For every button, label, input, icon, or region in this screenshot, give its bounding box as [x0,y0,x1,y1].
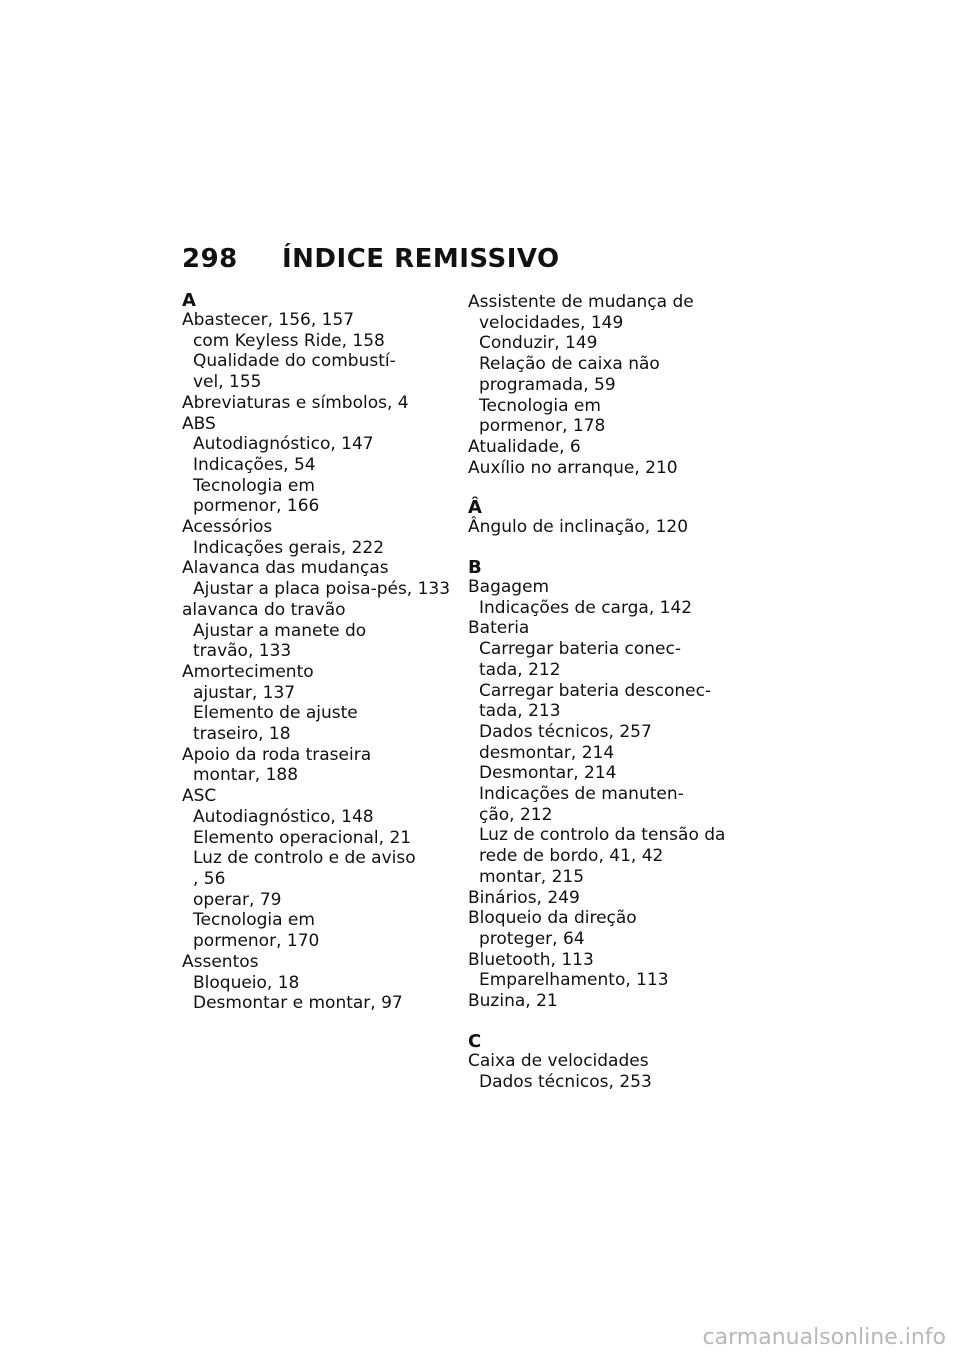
index-subentry: Ajustar a placa poisa-pés, 133 [193,579,451,600]
index-subentry: montar, 215 [479,866,585,887]
index-subentry: Desmontar, 214 [479,763,617,784]
index-subentry: Dados técnicos, 253 [479,1071,652,1092]
index-entry-continuation: vel, 155 [193,372,262,393]
index-entry-continuation: tada, 213 [479,701,561,722]
index-entry-continuation: travão, 133 [193,641,292,662]
index-subentry: ajustar, 137 [193,682,296,703]
index-subentry: operar, 79 [193,889,282,910]
index-entry: Ângulo de inclinação, 120 [468,517,689,538]
index-entry: ASC [182,786,217,807]
index-entry: Assistente de mudança de [468,292,694,312]
index-subentry: Indicações, 54 [193,454,316,475]
index-entry: Buzina, 21 [468,991,558,1012]
index-entry: Auxílio no arranque, 210 [468,457,678,478]
index-letter-heading: C [468,1030,482,1052]
index-letter-heading: B [468,557,482,579]
index-entry: Bloqueio da direção [468,908,637,929]
index-entry: Abastecer, 156, 157 [182,310,355,330]
index-subentry: Autodiagnóstico, 147 [193,434,374,455]
index-subentry: desmontar, 214 [479,742,615,763]
index-letter-heading: A [182,290,196,311]
index-entry-continuation: traseiro, 18 [193,724,291,745]
index-entry: Alavanca das mudanças [182,558,389,579]
index-subentry: Luz de controlo e de aviso [193,848,416,869]
index-subentry: Emparelhamento, 113 [479,970,669,991]
page-number: 298 [182,244,238,274]
index-entry: Bluetooth, 113 [468,949,594,970]
index-entry: Caixa de velocidades [468,1050,649,1071]
index-subentry: montar, 188 [193,765,299,786]
index-subentry: Tecnologia em [193,475,315,496]
index-entry: Abreviaturas e símbolos, 4 [182,392,409,413]
index-subentry: Carregar bateria desconec- [479,680,712,701]
index-subentry: Carregar bateria conec- [479,639,681,660]
index-subentry: Desmontar e montar, 97 [193,993,403,1014]
index-entry-continuation: pormenor, 170 [193,931,320,952]
index-subentry: Dados técnicos, 257 [479,721,652,742]
index-subentry: Elemento de ajuste [193,703,358,724]
index-entry: Bagagem [468,577,550,598]
index-subentry: Autodiagnóstico, 148 [193,806,374,827]
index-subentry: Relação de caixa não [479,354,660,375]
index-subentry: proteger, 64 [479,928,585,949]
index-subentry: Tecnologia em [193,910,315,931]
index-subentry: Luz de controlo da tensão da [479,825,726,846]
index-entry-continuation: velocidades, 149 [479,312,624,333]
watermark: carmanualsonline.info [702,1325,946,1350]
index-entry: Atualidade, 6 [468,436,581,457]
index-entry: alavanca do travão [182,599,346,620]
index-entry: ABS [182,413,216,434]
index-entry-continuation: pormenor, 166 [193,496,320,517]
page-title: ÍNDICE REMISSIVO [282,244,560,274]
index-entry-continuation: programada, 59 [479,374,616,395]
index-column-left [182,292,454,1014]
index-subentry: Bloqueio, 18 [193,972,300,993]
index-entry: Bateria [468,618,530,639]
index-entry: Acessórios [182,517,273,538]
index-subentry: Indicações de carga, 142 [479,597,693,618]
index-entry-continuation: tada, 212 [479,659,561,680]
index-subentry: Elemento operacional, 21 [193,827,412,848]
index-entry: Binários, 249 [468,887,580,908]
index-entry: Amortecimento [182,661,314,682]
index-subentry: Ajustar a manete do [193,620,367,641]
index-subentry: Qualidade do combustí- [193,351,396,372]
index-column-right [468,292,738,1092]
index-entry-continuation: , 56 [193,868,226,889]
index-subentry: Tecnologia em [479,395,601,416]
index-subentry: Conduzir, 149 [479,333,598,354]
index-entry: Apoio da roda traseira [182,744,372,765]
index-subentry: com Keyless Ride, 158 [193,330,385,351]
index-entry-continuation: pormenor, 178 [479,416,606,437]
page-header [182,244,560,274]
index-entry-continuation: rede de bordo, 41, 42 [479,846,664,867]
index-letter-heading: Â [468,497,482,519]
index-subentry: Indicações de manuten- [479,784,684,805]
index-subentry: Indicações gerais, 222 [193,537,385,558]
index-entry: Assentos [182,951,259,972]
index-entry-continuation: ção, 212 [479,804,553,825]
